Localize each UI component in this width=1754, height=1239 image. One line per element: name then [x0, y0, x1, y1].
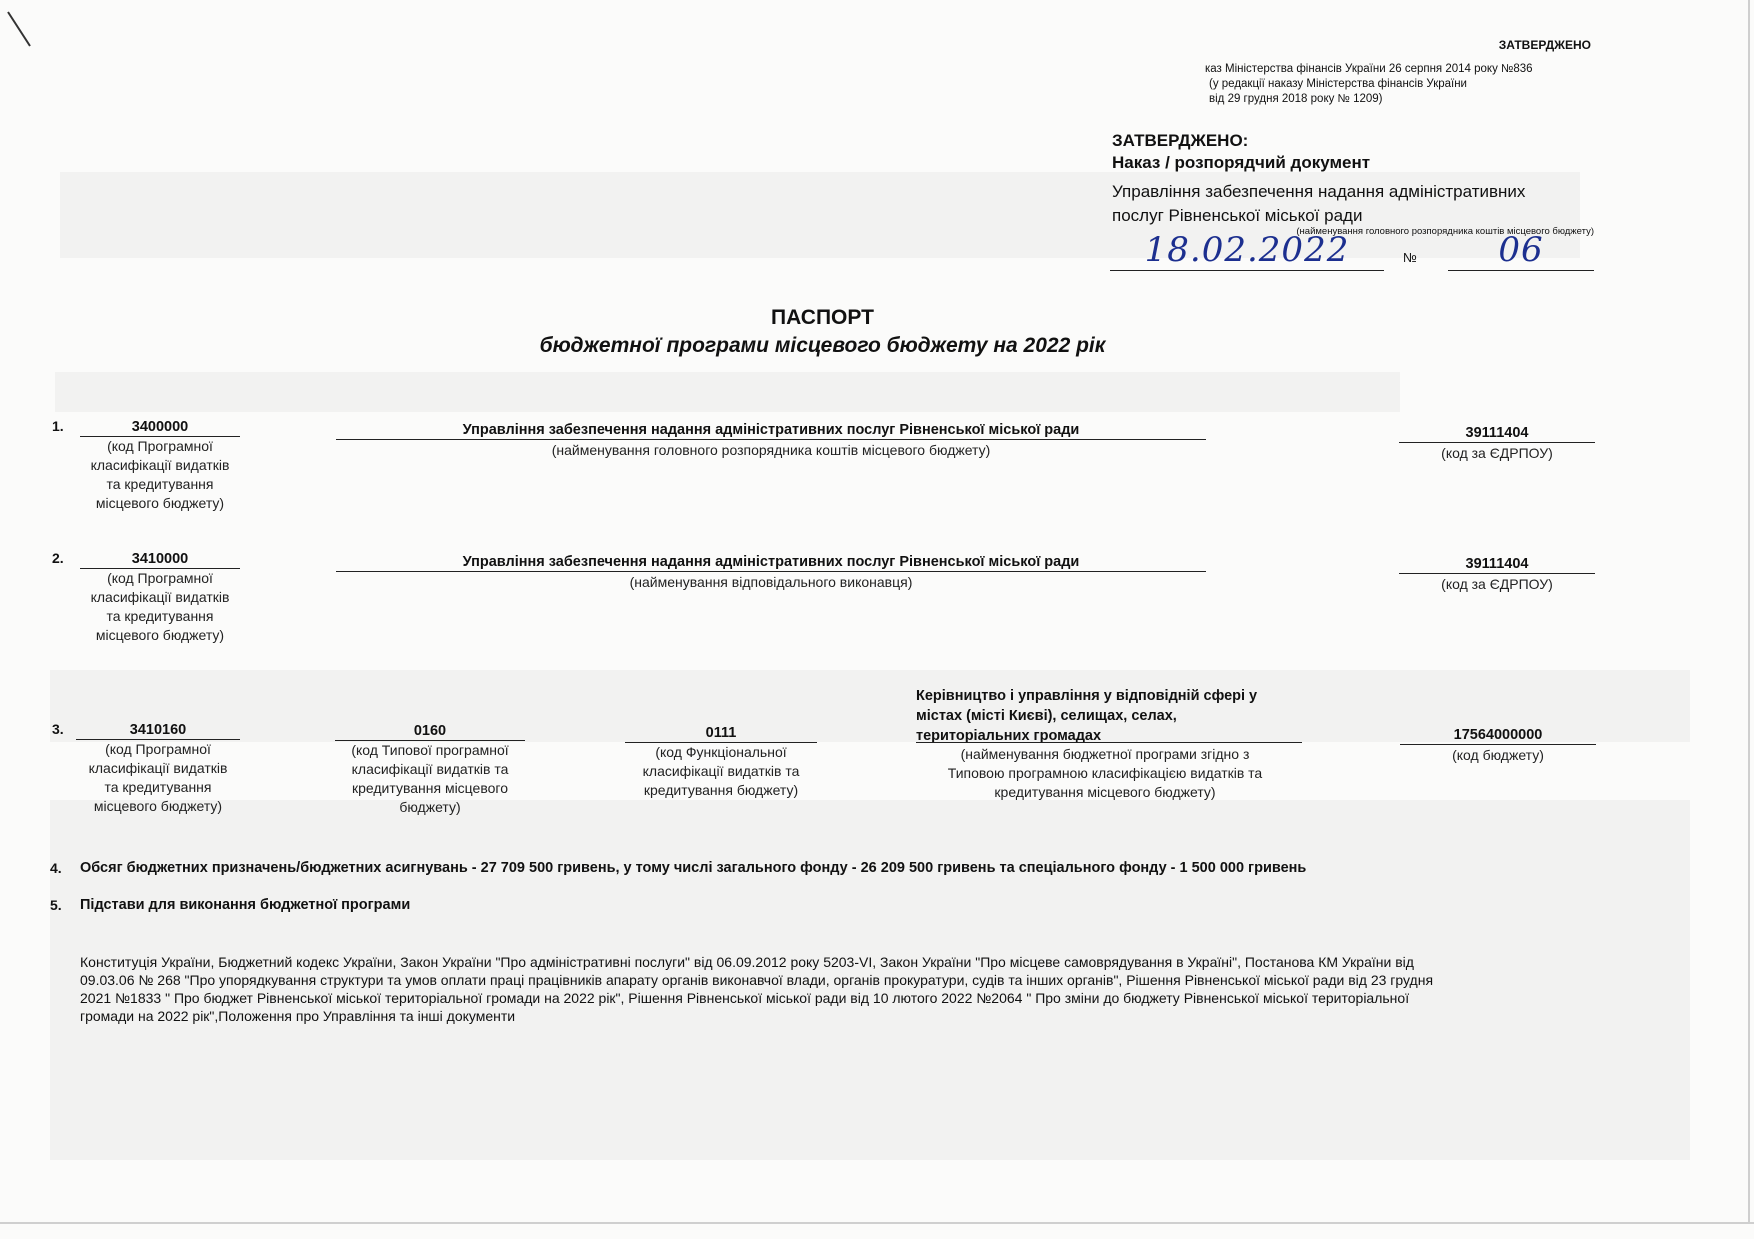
stamp-title: ЗАТВЕРДЖЕНО [1498, 38, 1591, 52]
scan-edge-right [1748, 0, 1750, 1222]
approval-number-label: № [1403, 250, 1417, 265]
section-4-budget-amount: Обсяг бюджетних призначень/бюджетних асигнувань - 27 709 500 гривень, у тому числі загального фонду - 26 209 500 гривень та спеціального фонду - 1 500 000 гривень [80, 860, 1307, 876]
section-1-edrpou-code: 39111404 [1399, 424, 1595, 443]
section-2-program-code-caption: (код Програмної класифікації видатків та кредитування місцевого бюджету) [90, 570, 230, 643]
stamp-line-1: каз Міністерства фінансів України 26 серпня 2014 року №836 [1205, 63, 1533, 75]
scan-mark [4, 8, 36, 50]
approval-date: 18.02.2022 [1110, 230, 1384, 271]
section-3-functional-code-caption: (код Функціональної класифікації видатків та кредитування бюджету) [642, 744, 800, 798]
approval-doc-type: Наказ / розпорядчий документ [1112, 153, 1371, 172]
section-2-executor-caption: (найменування відповідального виконавця) [629, 574, 913, 590]
section-1-program-code: 3400000 [80, 418, 240, 437]
section-2-edrpou-caption: (код за ЄДРПОУ) [1441, 576, 1553, 592]
section-1-program-code-caption: (код Програмної класифікації видатків та кредитування місцевого бюджету) [90, 438, 230, 511]
section-3-budget-code: 17564000000 [1400, 726, 1596, 745]
section-3-program-name-underline [916, 742, 1302, 743]
section-5-number: 5. [50, 897, 62, 913]
section-3-program-code-caption: (код Програмної класифікації видатків та кредитування місцевого бюджету) [88, 741, 228, 814]
document-title: ПАСПОРТ [771, 306, 874, 329]
section-4-number: 4. [50, 860, 62, 876]
section-5-title: Підстави для виконання бюджетної програми [80, 897, 411, 913]
section-2-edrpou-code: 39111404 [1399, 555, 1595, 574]
section-3-typical-code: 0160 [335, 722, 525, 741]
section-2-program-code: 3410000 [80, 550, 240, 569]
approval-stamp [1205, 38, 1595, 107]
section-1-manager-name: Управління забезпечення надання адміністративних послуг Рівненської міської ради [336, 421, 1206, 440]
bleed-through-table-2 [55, 372, 1400, 412]
section-3-program-name-caption: (найменування бюджетної програми згідно з Типовою програмною класифікацією видатків та кредитування місцевого бюджету) [947, 746, 1263, 800]
scan-edge-bottom [0, 1222, 1754, 1224]
approval-title: ЗАТВЕРДЖЕНО: [1112, 131, 1249, 150]
section-3-program-name: Керівництво і управління у відповідній сфері у містах (місті Києві), селищах, селах, територіальних громадах [916, 688, 1258, 744]
section-3-functional-code: 0111 [625, 724, 817, 743]
approval-number: 06 [1448, 230, 1594, 271]
section-3-budget-code-caption: (код бюджету) [1452, 747, 1544, 763]
section-5-basis-text: Конституція України, Бюджетний кодекс України, Закон України "Про адміністративні послуги" від 06.09.2012 року 5203-VI, Закон України "Про місцеве самоврядування в Україні", Постанова КМ України від 09.03.06 № 268 "Про упорядкування структури та умов оплати праці працівників апарату органів виконавчої влади, органів прокуратури, судів та інших органів", Рішення Рівненської міської ради від 23 грудня 2021 №1833 " Про бюджет Рівненської міської територіальної громади на 2022 рік", Рішення Рівненської міської ради від 10 лютого 2022 №2064 " Про зміни до бюджету Рівненської міської територіальної громади на 2022 рік",Положення про Управління та інші документи [80, 954, 1434, 1024]
section-3-program-code: 3410160 [76, 721, 240, 740]
stamp-line-3: від 29 грудня 2018 року № 1209) [1209, 93, 1383, 105]
section-2-executor-name: Управління забезпечення надання адміністративних послуг Рівненської міської ради [336, 553, 1206, 572]
approval-block [1112, 130, 1602, 237]
section-1-manager-caption: (найменування головного розпорядника коштів місцевого бюджету) [551, 442, 991, 458]
section-3-number: 3. [52, 721, 64, 737]
approval-org-line-2: послуг Рівненської міської ради [1112, 206, 1363, 225]
approval-org-line-1: Управління забезпечення надання адміністративних [1112, 182, 1526, 201]
section-1-edrpou-caption: (код за ЄДРПОУ) [1441, 445, 1553, 461]
approval-org-caption: (найменування головного розпорядника коштів місцевого бюджету) [1296, 226, 1594, 237]
section-2-number: 2. [52, 550, 64, 566]
document-subtitle: бюджетної програми місцевого бюджету на 2022 рік [539, 334, 1106, 357]
section-3-typical-code-caption: (код Типової програмної класифікації видатків та кредитування місцевого бюджету) [351, 742, 509, 815]
section-1-number: 1. [52, 418, 64, 434]
stamp-line-2: (у редакції наказу Міністерства фінансів України [1209, 78, 1467, 90]
